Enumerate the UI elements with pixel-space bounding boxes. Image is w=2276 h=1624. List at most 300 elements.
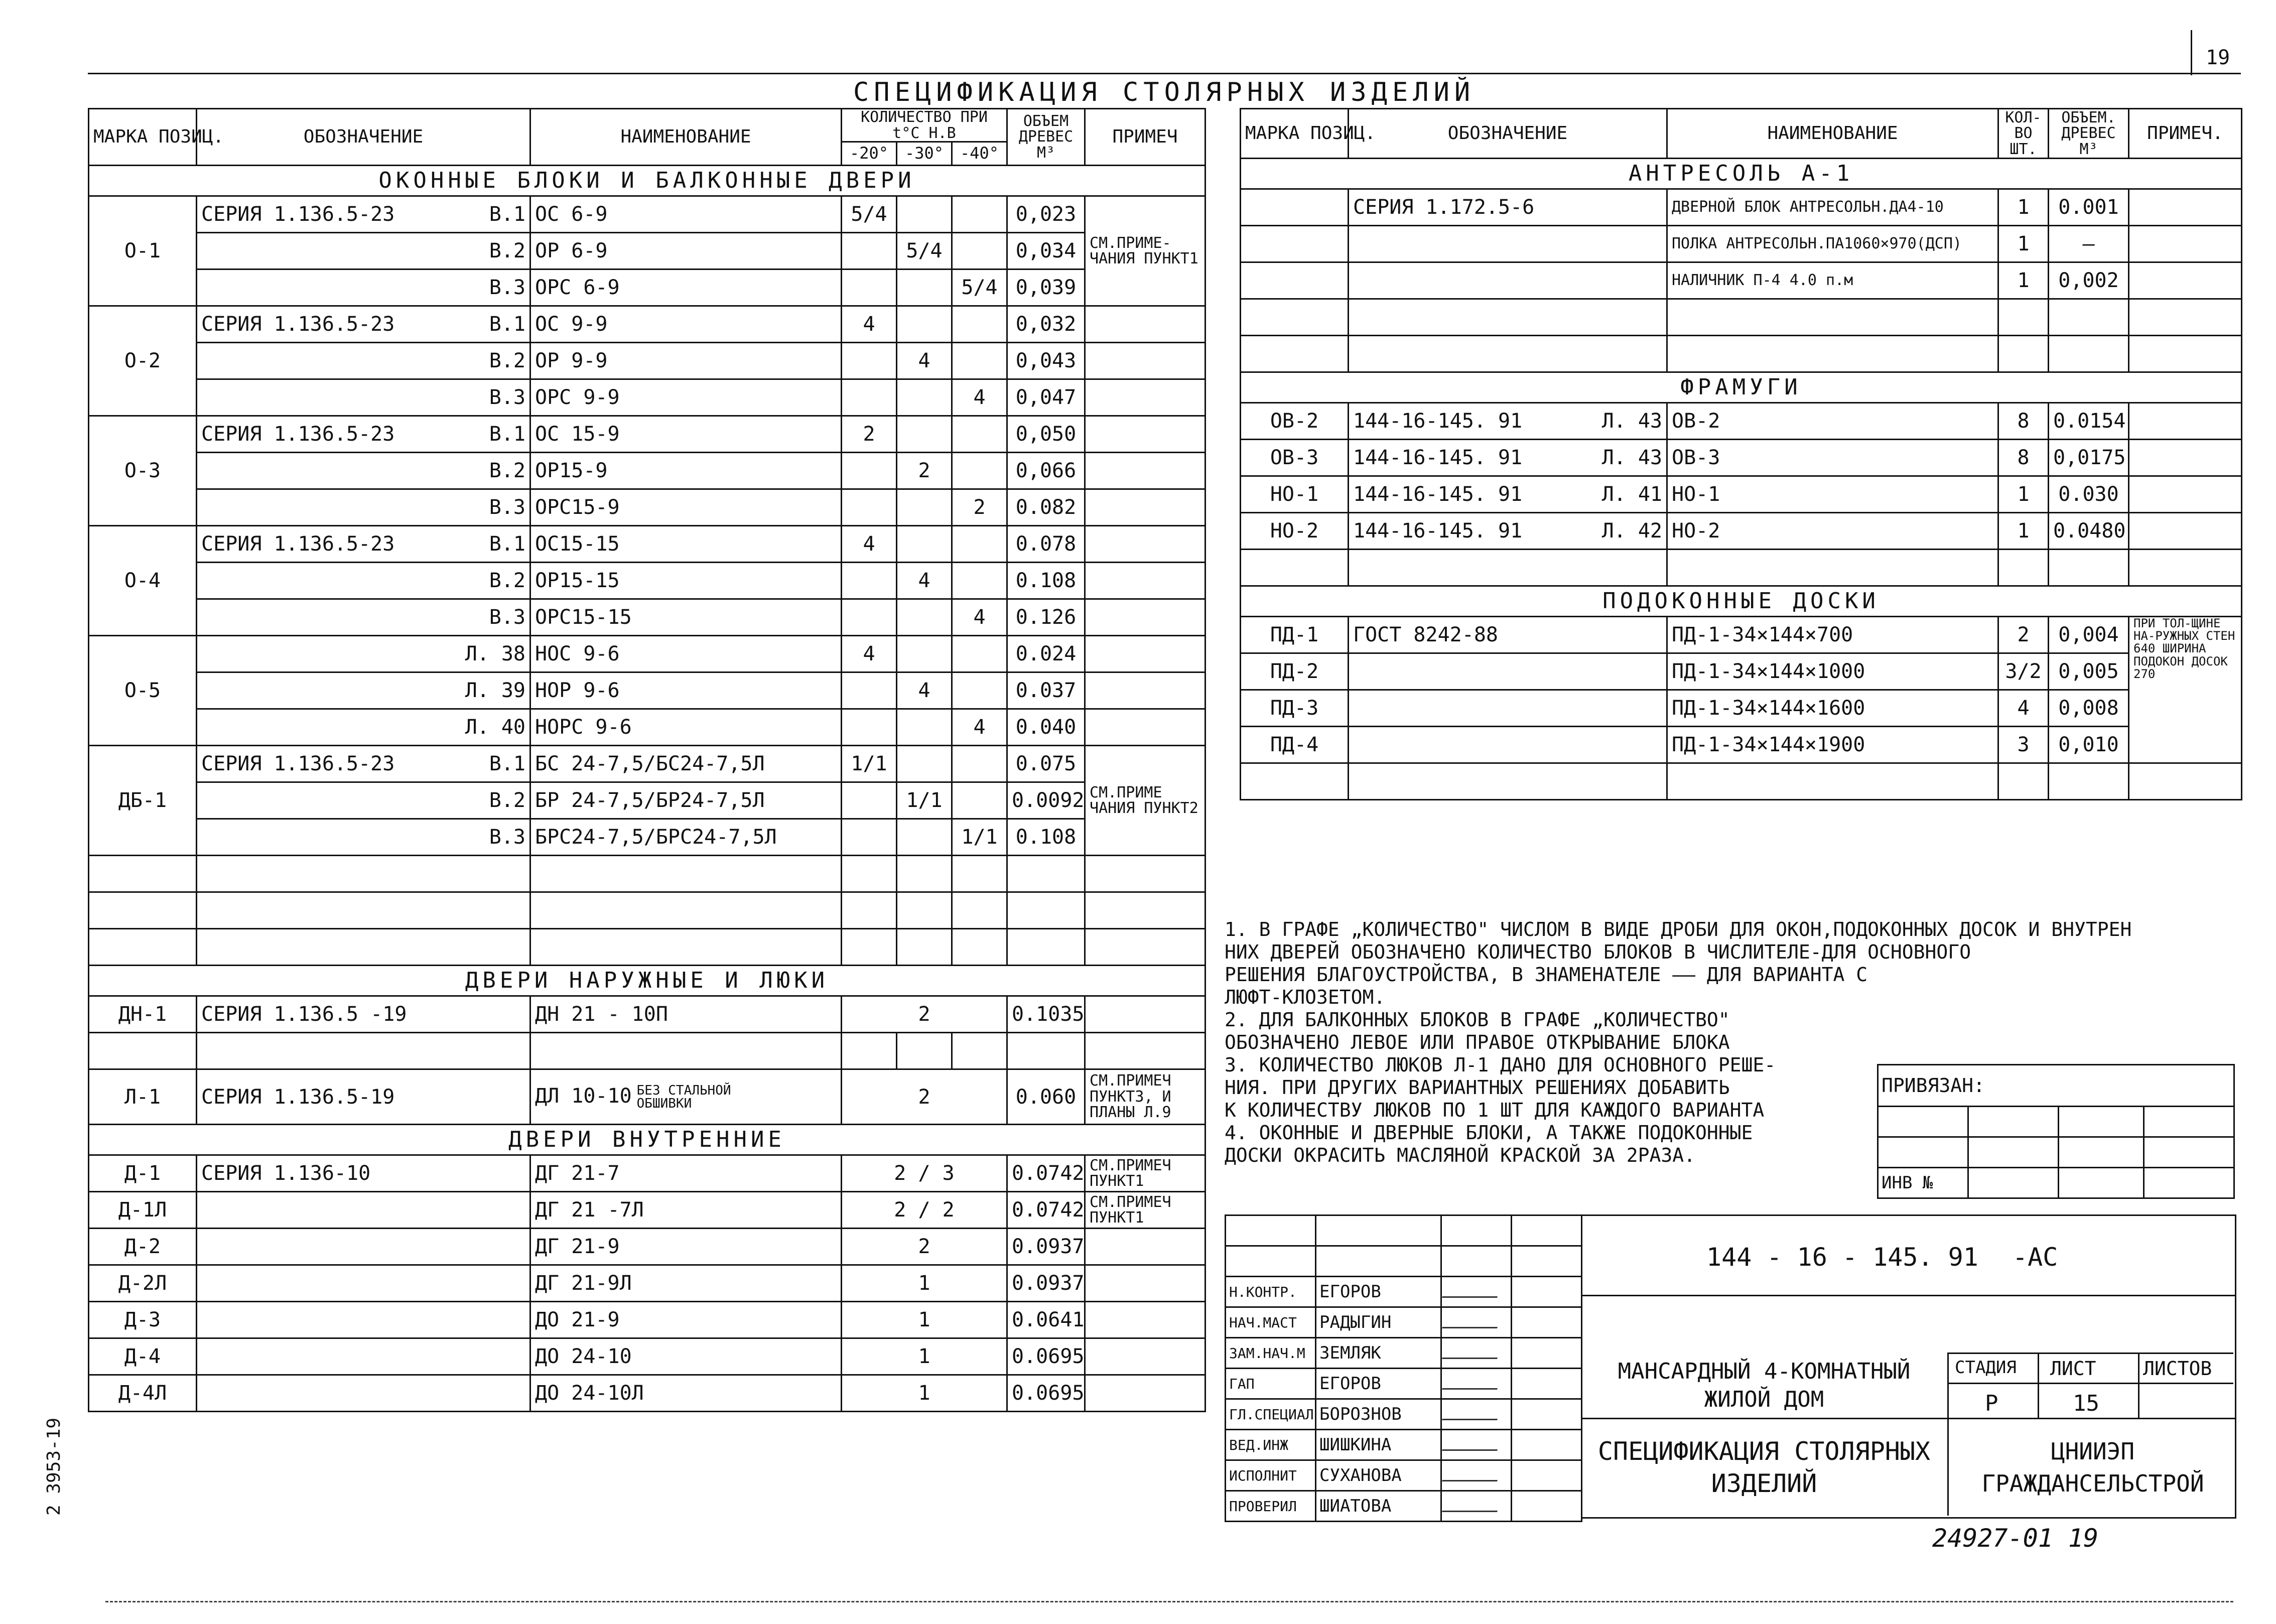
volume-cell: 0.0742 xyxy=(1007,1155,1085,1192)
name-cell xyxy=(530,1069,842,1125)
sheet-header: ЛИСТ xyxy=(2050,1358,2096,1380)
volume-cell: 0.001 xyxy=(2049,189,2129,226)
int-door-row xyxy=(89,1338,1206,1375)
name-cell: ПД-1-34×144×1000 xyxy=(1667,653,1998,690)
mark-cell: НО-2 xyxy=(1241,513,1349,550)
signature-row xyxy=(1226,1399,1582,1430)
designation-cell: СЕРИЯ 1.136.5-19 xyxy=(197,1069,530,1125)
stage-header: СТАДИЯ xyxy=(1955,1358,2017,1378)
mark-cell: ПД-1 xyxy=(1241,617,1349,653)
volume-cell: 0.082 xyxy=(1007,489,1085,526)
role-cell: ИСПОЛНИТ xyxy=(1226,1460,1316,1491)
organization: ЦНИИЭП ГРАЖДАНСЕЛЬСТРОЙ xyxy=(1981,1438,2204,1497)
name-cell: ДО 24-10Л xyxy=(530,1375,842,1412)
qty40-cell xyxy=(952,343,1007,379)
hdr-t20: -20° xyxy=(842,142,897,166)
note-cell: СМ.ПРИМЕЧ ПУНКТ1 xyxy=(1085,1155,1206,1192)
blank-row xyxy=(89,929,1206,966)
note-cell xyxy=(1085,343,1206,379)
mark-cell: Д-1Л xyxy=(89,1192,197,1229)
name-cell: ДО 21-9 xyxy=(530,1302,842,1338)
note-cell xyxy=(1085,1302,1206,1338)
volume-cell: 0.108 xyxy=(1007,819,1085,856)
mark-cell: ПД-2 xyxy=(1241,653,1349,690)
qty30-cell: 4 xyxy=(897,343,952,379)
note-cell xyxy=(2129,226,2242,262)
hdr-t40: -40° xyxy=(952,142,1007,166)
designation-cell xyxy=(1349,476,1667,513)
qty20-cell xyxy=(842,233,897,269)
volume-cell: 0,005 xyxy=(2049,653,2129,690)
volume-cell: 0.0092 xyxy=(1007,782,1085,819)
qty20-cell xyxy=(842,343,897,379)
role-cell: ГАП xyxy=(1226,1369,1316,1399)
volume-cell: 0.0937 xyxy=(1007,1265,1085,1302)
mark-cell xyxy=(1241,262,1349,299)
qty30-cell xyxy=(897,306,952,343)
designation-cell: ГОСТ 8242-88 xyxy=(1349,617,1667,653)
qty40-cell xyxy=(952,306,1007,343)
blank-row xyxy=(89,856,1206,892)
variant-text: В.1 xyxy=(489,532,525,556)
qty20-cell: 2 xyxy=(842,416,897,453)
qty20-cell: 4 xyxy=(842,306,897,343)
designation-cell xyxy=(1349,226,1667,262)
name-cell: ДГ 21 -7Л xyxy=(530,1192,842,1229)
variant-text: В.3 xyxy=(489,276,525,299)
stage-value: Р xyxy=(1985,1391,1998,1416)
designation-cell xyxy=(197,233,530,269)
variant-text: Л. 40 xyxy=(465,716,525,739)
name-cell: НОР 9-6 xyxy=(530,672,842,709)
window-row xyxy=(89,269,1206,306)
section-mezzanine: АНТРЕСОЛЬ А-1 xyxy=(1241,159,2242,189)
int-door-row xyxy=(89,1192,1206,1229)
qty40-cell xyxy=(952,453,1007,489)
signature-row xyxy=(1226,1430,1582,1460)
date-cell xyxy=(1512,1277,1582,1307)
name-cell: ОВ-2 xyxy=(1667,403,1998,440)
sheets-header: ЛИСТОВ xyxy=(2143,1358,2212,1380)
sill-note-cell: ПРИ ТОЛ-ЩИНЕ НА-РУЖНЫХ СТЕН 640 ШИРИНА ПОДОКОН ДОСОК 270 xyxy=(2129,617,2242,763)
note-cell xyxy=(1085,416,1206,453)
note-cell xyxy=(2129,476,2242,513)
hdr-t30: -30° xyxy=(897,142,952,166)
name-cell: ОР15-15 xyxy=(530,563,842,599)
person-cell: ЕГОРОВ xyxy=(1316,1277,1441,1307)
designation-cell xyxy=(1349,653,1667,690)
person-cell: ЗЕМЛЯК xyxy=(1316,1338,1441,1369)
note-cell: СМ.ПРИМЕ ЧАНИЯ ПУНКТ2 xyxy=(1085,746,1206,856)
volume-cell: 0,047 xyxy=(1007,379,1085,416)
volume-cell: 0.075 xyxy=(1007,746,1085,782)
int-door-row xyxy=(89,1265,1206,1302)
sill-row xyxy=(1241,617,2242,653)
window-row xyxy=(89,343,1206,379)
qty40-cell xyxy=(952,782,1007,819)
variant-text: В.2 xyxy=(489,789,525,812)
variant-text: В.2 xyxy=(489,569,525,592)
name-cell: НАЛИЧНИК П-4 4.0 п.м xyxy=(1667,262,1998,299)
qty20-cell xyxy=(842,819,897,856)
variant-text: В.1 xyxy=(489,203,525,226)
qty20-cell xyxy=(842,379,897,416)
volume-cell: 0.030 xyxy=(2049,476,2129,513)
note-cell: СМ.ПРИМЕЧ ПУНКТ3, И ПЛАНЫ Л.9 xyxy=(1085,1069,1206,1125)
sheet-value: 15 xyxy=(2073,1391,2099,1416)
name-cell: ОС15-15 xyxy=(530,526,842,563)
qty-cell: 2 xyxy=(842,1229,1007,1265)
volume-cell: 0.078 xyxy=(1007,526,1085,563)
qty20-cell xyxy=(842,453,897,489)
volume-cell: 0.0480 xyxy=(2049,513,2129,550)
right-spec-table xyxy=(1240,108,2242,800)
designation-cell xyxy=(197,1338,530,1375)
qty30-cell: 4 xyxy=(897,563,952,599)
volume-cell: 0,010 xyxy=(2049,727,2129,763)
note-cell xyxy=(2129,403,2242,440)
qty30-cell: 1/1 xyxy=(897,782,952,819)
qty-cell: 3 xyxy=(1998,727,2049,763)
sheet-ref-text: Л. 43 xyxy=(1601,446,1662,469)
window-row xyxy=(89,526,1206,563)
section-transoms: ФРАМУГИ xyxy=(1241,372,2242,403)
qty40-cell: 5/4 xyxy=(952,269,1007,306)
qty30-cell xyxy=(897,526,952,563)
mark-cell xyxy=(1241,226,1349,262)
qty30-cell xyxy=(897,269,952,306)
qty40-cell: 1/1 xyxy=(952,819,1007,856)
note-cell: СМ.ПРИМЕ-ЧАНИЯ ПУНКТ1 xyxy=(1085,196,1206,306)
name-cell: ПД-1-34×144×700 xyxy=(1667,617,1998,653)
qty-cell: 1 xyxy=(842,1338,1007,1375)
mark-cell: Д-3 xyxy=(89,1302,197,1338)
designation-cell xyxy=(197,306,530,343)
name-cell: ДВЕРНОЙ БЛОК АНТРЕСОЛЬН.ДА4-10 xyxy=(1667,189,1998,226)
signature-row xyxy=(1226,1307,1582,1338)
qty40-cell: 2 xyxy=(952,489,1007,526)
name-cell: ОРС15-15 xyxy=(530,599,842,636)
signature-scribble-icon xyxy=(1442,1312,1503,1328)
designation-cell xyxy=(197,782,530,819)
hdr-qty: КОЛИЧЕСТВО ПРИ t°C Н.В xyxy=(842,109,1007,142)
qty-cell: 1 xyxy=(1998,189,2049,226)
qty30-cell xyxy=(897,819,952,856)
name-cell: НО-1 xyxy=(1667,476,1998,513)
qty30-cell: 5/4 xyxy=(897,233,952,269)
qty20-cell: 4 xyxy=(842,526,897,563)
name-cell: ДГ 21-9Л xyxy=(530,1265,842,1302)
mark-cell: О-2 xyxy=(89,306,197,416)
volume-cell: 0,023 xyxy=(1007,196,1085,233)
designation-cell xyxy=(197,343,530,379)
frame-top xyxy=(88,73,2241,74)
section-int-doors: ДВЕРИ ВНУТРЕННИЕ xyxy=(89,1125,1206,1155)
qty40-cell xyxy=(952,196,1007,233)
designation-cell xyxy=(197,563,530,599)
designation-cell xyxy=(1349,727,1667,763)
qty30-cell xyxy=(897,489,952,526)
r-hdr-name: НАИМЕНОВАНИЕ xyxy=(1667,109,1998,159)
hdr-name: НАИМЕНОВАНИЕ xyxy=(530,109,842,166)
series-text: СЕРИЯ 1.136.5-23 xyxy=(201,532,395,556)
window-row xyxy=(89,746,1206,782)
window-row xyxy=(89,819,1206,856)
mezzanine-row xyxy=(1241,189,2242,226)
name-cell xyxy=(530,996,842,1033)
designation-cell xyxy=(1349,513,1667,550)
mark-cell: ДН-1 xyxy=(89,996,197,1033)
bottom-frame xyxy=(105,1601,2233,1602)
designation-cell xyxy=(197,819,530,856)
name-cell: ДГ 21-7 xyxy=(530,1155,842,1192)
volume-cell: 0.024 xyxy=(1007,636,1085,672)
volume-cell: 0,043 xyxy=(1007,343,1085,379)
designation-cell xyxy=(1349,403,1667,440)
signature-scribble-icon xyxy=(1442,1281,1503,1298)
left-spec-table xyxy=(88,108,1206,1412)
int-door-row xyxy=(89,1155,1206,1192)
volume-cell: — xyxy=(2049,226,2129,262)
signature-cell xyxy=(1441,1369,1512,1399)
transom-row xyxy=(1241,476,2242,513)
role-cell: ЗАМ.НАЧ.М xyxy=(1226,1338,1316,1369)
name-cell: НОРС 9-6 xyxy=(530,709,842,746)
qty30-cell xyxy=(897,636,952,672)
volume-cell: 0,002 xyxy=(2049,262,2129,299)
person-cell: ЕГОРОВ xyxy=(1316,1369,1441,1399)
volume-cell: 0.108 xyxy=(1007,563,1085,599)
name-cell: БС 24-7,5/БС24-7,5Л xyxy=(530,746,842,782)
role-cell: ВЕД.ИНЖ xyxy=(1226,1430,1316,1460)
mark-cell: НО-1 xyxy=(1241,476,1349,513)
designation-cell xyxy=(1349,440,1667,476)
designation-cell xyxy=(197,379,530,416)
date-cell xyxy=(1512,1430,1582,1460)
window-row xyxy=(89,672,1206,709)
designation-cell xyxy=(197,746,530,782)
note-cell xyxy=(1085,306,1206,343)
qty-cell: 1 xyxy=(842,1375,1007,1412)
qty20-cell xyxy=(842,672,897,709)
signature-row xyxy=(1226,1338,1582,1369)
role-cell: НАЧ.МАСТ xyxy=(1226,1307,1316,1338)
volume-cell: 0.0742 xyxy=(1007,1192,1085,1229)
qty30-cell: 4 xyxy=(897,672,952,709)
date-cell xyxy=(1512,1307,1582,1338)
mark-cell: ПД-3 xyxy=(1241,690,1349,727)
sheet-ref-text: Л. 42 xyxy=(1601,519,1662,543)
int-door-row xyxy=(89,1375,1206,1412)
person-cell: БОРОЗНОВ xyxy=(1316,1399,1441,1430)
volume-cell: 0.126 xyxy=(1007,599,1085,636)
qty20-cell xyxy=(842,782,897,819)
designation-cell xyxy=(197,526,530,563)
volume-cell: 0.0695 xyxy=(1007,1338,1085,1375)
hdr-designation: ОБОЗНАЧЕНИЕ xyxy=(197,109,530,166)
signature-scribble-icon xyxy=(1442,1404,1503,1420)
binding-label: ПРИВЯЗАН: xyxy=(1878,1065,2234,1107)
date-cell xyxy=(1512,1338,1582,1369)
volume-cell: 0,066 xyxy=(1007,453,1085,489)
note-line: РЕШЕНИЯ БЛАГОУСТРОЙСТВА, В ЗНАМЕНАТЕЛЕ —— ДЛЯ ВАРИАНТА С xyxy=(1225,964,1868,986)
person-cell: СУХАНОВА xyxy=(1316,1460,1441,1491)
hdr-mark: МАРКА ПОЗИЦ. xyxy=(89,109,197,166)
r-hdr-qty: КОЛ-ВО ШТ. xyxy=(1998,109,2049,159)
des-text: 144-16-145. 91 xyxy=(1353,410,1523,433)
r-hdr-note: ПРИМЕЧ. xyxy=(2129,109,2242,159)
ext-door-row xyxy=(89,1069,1206,1125)
inv-label: ИНВ № xyxy=(1878,1168,1968,1198)
mark-cell: ДБ-1 xyxy=(89,746,197,856)
designation-cell xyxy=(1349,262,1667,299)
mark-cell: Д-2 xyxy=(89,1229,197,1265)
qty40-cell xyxy=(952,563,1007,599)
qty-cell: 1 xyxy=(842,1302,1007,1338)
name-text: ДЛ 10-10 xyxy=(535,1084,632,1108)
name-cell: ОС 15-9 xyxy=(530,416,842,453)
sill-row xyxy=(1241,690,2242,727)
variant-text: В.1 xyxy=(489,313,525,336)
name-cell: БРС24-7,5/БРС24-7,5Л xyxy=(530,819,842,856)
note-line: 3. КОЛИЧЕСТВО ЛЮКОВ Л-1 ДАНО ДЛЯ ОСНОВНОГО РЕШЕ- xyxy=(1225,1054,1776,1076)
name-cell: ОР15-9 xyxy=(530,453,842,489)
name-cell: ОРС15-9 xyxy=(530,489,842,526)
r-hdr-designation: ОБОЗНАЧЕНИЕ xyxy=(1349,109,1667,159)
designation-cell: СЕРИЯ 1.136-10 xyxy=(197,1155,530,1192)
doc-code: 144 - 16 - 145. 91 xyxy=(1706,1243,1978,1272)
volume-cell: 0,034 xyxy=(1007,233,1085,269)
note-cell xyxy=(1085,1229,1206,1265)
volume-cell: 0.0641 xyxy=(1007,1302,1085,1338)
qty-cell: 2 / 3 xyxy=(842,1155,1007,1192)
volume-cell: 0,032 xyxy=(1007,306,1085,343)
note-cell xyxy=(1085,563,1206,599)
r-hdr-mark: МАРКА ПОЗИЦ. xyxy=(1241,109,1349,159)
qty20-cell xyxy=(842,599,897,636)
volume-cell: 0,0175 xyxy=(2049,440,2129,476)
variant-text: В.2 xyxy=(489,349,525,372)
signatures-table xyxy=(1225,1214,1582,1522)
section-windows: ОКОННЫЕ БЛОКИ И БАЛКОННЫЕ ДВЕРИ xyxy=(89,166,1206,196)
name-cell: ПД-1-34×144×1600 xyxy=(1667,690,1998,727)
note-cell xyxy=(2129,440,2242,476)
stamp-number: 24927-01 19 xyxy=(1932,1524,2099,1553)
volume-cell: 0,050 xyxy=(1007,416,1085,453)
volume-cell: 0.037 xyxy=(1007,672,1085,709)
note-cell xyxy=(2129,189,2242,226)
volume-cell: 0,008 xyxy=(2049,690,2129,727)
note-cell xyxy=(1085,1338,1206,1375)
qty-cell: 2 xyxy=(842,1069,1007,1125)
section-sills: ПОДОКОННЫЕ ДОСКИ xyxy=(1241,586,2242,617)
binding-box xyxy=(1877,1064,2235,1199)
window-row xyxy=(89,196,1206,233)
ext-door-row xyxy=(89,996,1206,1033)
signature-scribble-icon xyxy=(1442,1465,1503,1481)
mark-cell: Д-2Л xyxy=(89,1265,197,1302)
section-ext-doors: ДВЕРИ НАРУЖНЫЕ И ЛЮКИ xyxy=(89,966,1206,996)
des-text: 144-16-145. 91 xyxy=(1353,483,1523,506)
designation-cell xyxy=(197,1302,530,1338)
signature-scribble-icon xyxy=(1442,1342,1503,1359)
note-cell xyxy=(2129,262,2242,299)
sheet-ref-text: Л. 43 xyxy=(1601,410,1662,433)
mark-cell: Д-4 xyxy=(89,1338,197,1375)
sheet-ref-text: Л. 41 xyxy=(1601,483,1662,506)
signature-cell xyxy=(1441,1399,1512,1430)
mezzanine-row xyxy=(1241,226,2242,262)
qty30-cell xyxy=(897,379,952,416)
qty30-cell xyxy=(897,709,952,746)
variant-text: В.3 xyxy=(489,606,525,629)
des-text: 144-16-145. 91 xyxy=(1353,519,1523,543)
volume-cell: 0.0154 xyxy=(2049,403,2129,440)
variant-text: В.2 xyxy=(489,459,525,482)
qty40-cell xyxy=(952,416,1007,453)
corner-box-line xyxy=(2191,30,2192,75)
note-line: К КОЛИЧЕСТВУ ЛЮКОВ ПО 1 ШТ ДЛЯ КАЖДОГО ВАРИАНТА xyxy=(1225,1099,1765,1121)
qty30-cell xyxy=(897,416,952,453)
hdr-note: ПРИМЕЧ xyxy=(1085,109,1206,166)
qty-cell: 1 xyxy=(1998,226,2049,262)
note-cell xyxy=(1085,453,1206,489)
qty-cell: 8 xyxy=(1998,440,2049,476)
variant-text: В.1 xyxy=(489,752,525,775)
name-cell: НОС 9-6 xyxy=(530,636,842,672)
side-number: 2 3953-19 xyxy=(44,1417,64,1516)
mark-cell xyxy=(1241,189,1349,226)
note-cell xyxy=(1085,599,1206,636)
volume-cell: 0.0695 xyxy=(1007,1375,1085,1412)
signature-row xyxy=(1226,1491,1582,1522)
window-row xyxy=(89,379,1206,416)
designation-cell xyxy=(197,599,530,636)
qty40-cell xyxy=(952,636,1007,672)
note-line: ЛЮФТ-КЛОЗЕТОМ. xyxy=(1225,986,1386,1008)
designation-cell xyxy=(197,196,530,233)
qty20-cell: 1/1 xyxy=(842,746,897,782)
note-cell xyxy=(1085,379,1206,416)
transom-row xyxy=(1241,513,2242,550)
signature-scribble-icon xyxy=(1442,1373,1503,1390)
qty40-cell xyxy=(952,746,1007,782)
role-cell: ПРОВЕРИЛ xyxy=(1226,1491,1316,1522)
date-cell xyxy=(1512,1460,1582,1491)
signature-cell xyxy=(1441,1460,1512,1491)
blank-row xyxy=(89,892,1206,929)
signature-cell xyxy=(1441,1338,1512,1369)
note-cell xyxy=(1085,526,1206,563)
person-cell: ШИАТОВА xyxy=(1316,1491,1441,1522)
doc-code-suffix: -АС xyxy=(2013,1243,2058,1272)
designation-cell xyxy=(197,416,530,453)
variant-text: В.3 xyxy=(489,826,525,849)
mark-cell: О-4 xyxy=(89,526,197,636)
designation-cell xyxy=(197,672,530,709)
note-line: НИХ ДВЕРЕЙ ОБОЗНАЧЕНО КОЛИЧЕСТВО БЛОКОВ В ЧИСЛИТЕЛЕ-ДЛЯ ОСНОВНОГО xyxy=(1225,941,1971,963)
name-cell: ОВ-3 xyxy=(1667,440,1998,476)
mark-cell: О-5 xyxy=(89,636,197,746)
name-cell: ДО 24-10 xyxy=(530,1338,842,1375)
note-line: 4. ОКОННЫЕ И ДВЕРНЫЕ БЛОКИ, А ТАКЖЕ ПОДОКОННЫЕ xyxy=(1225,1122,1753,1144)
window-row xyxy=(89,233,1206,269)
volume-cell: 0.1035 xyxy=(1007,996,1085,1033)
designation-cell: СЕРИЯ 1.172.5-6 xyxy=(1349,189,1667,226)
window-row xyxy=(89,453,1206,489)
signature-row xyxy=(1226,1369,1582,1399)
series-text: СЕРИЯ 1.136.5-23 xyxy=(201,203,395,226)
